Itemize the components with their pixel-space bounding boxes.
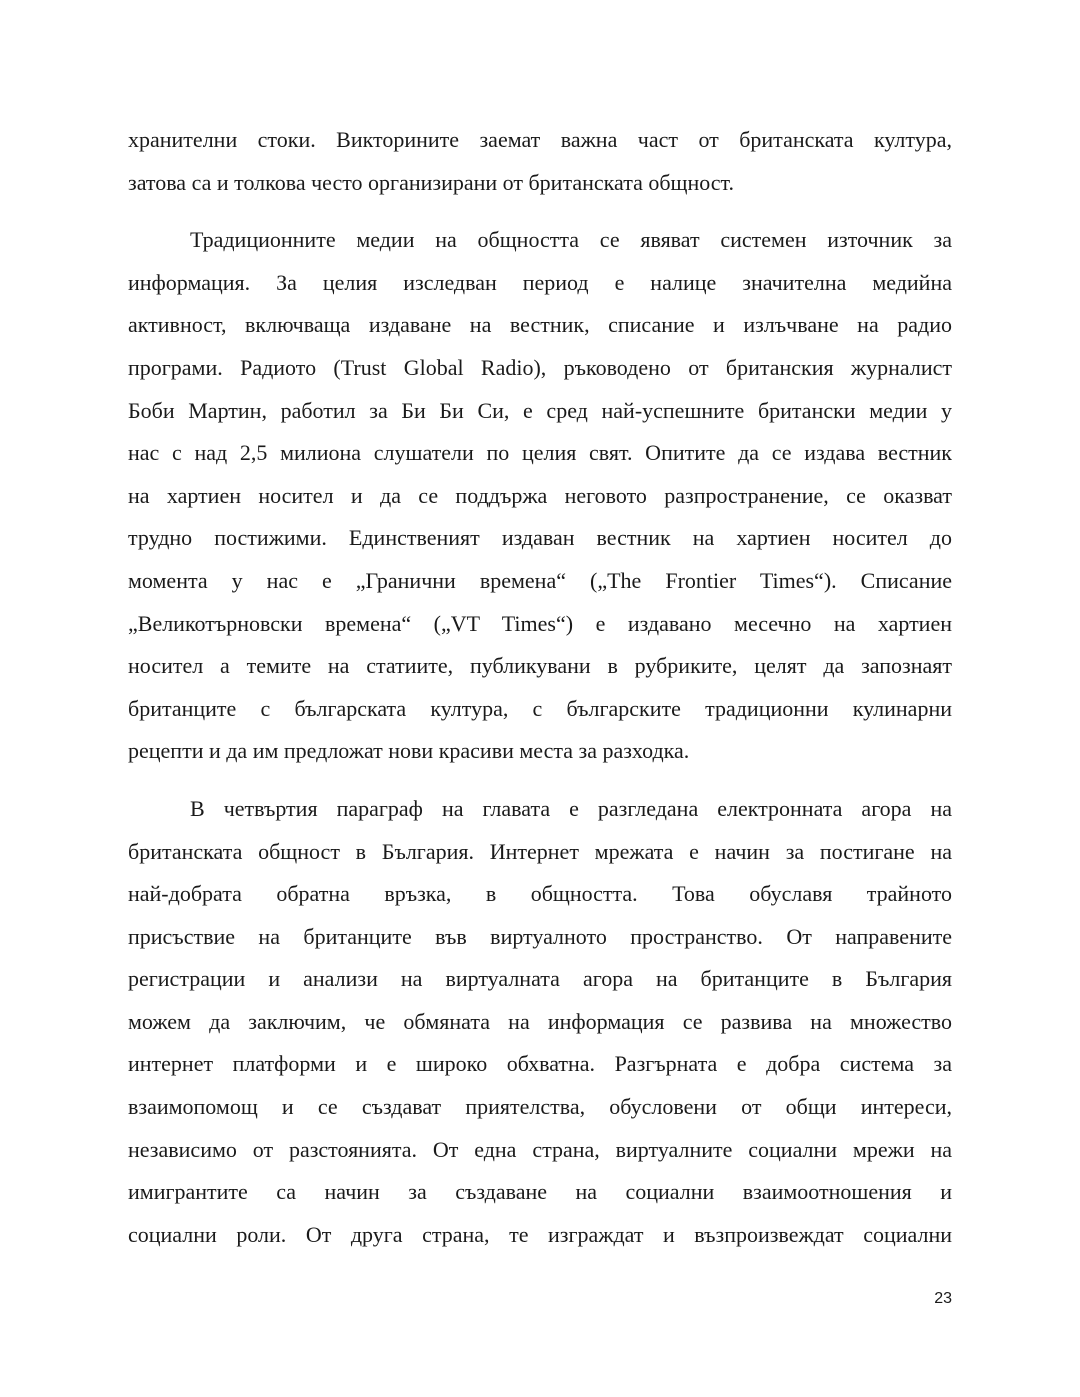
text-line: Традиционните медии на общността се явяват системен източник за [190,227,952,253]
text-line: нас с над 2,5 милиона слушатели по целия свят. Опитите да се издава вестник [128,440,952,466]
text-line: рецепти и да им предложат нови красиви места за разходка. [128,738,690,764]
text-line: „Великотърновски времена“ („VT Times“) е издавано месечно на хартиен [128,610,952,636]
text-line: трудно постижими. Единственият издаван вестник на хартиен носител до [128,525,952,551]
text-line: можем да заключим, че обмяната на информация се развива на множество [128,1008,952,1034]
body-text [128,119,952,1256]
text-line: момента у нас е „Гранични времена“ („The Frontier Times“). Списание [128,567,952,593]
text-line: Боби Мартин, работил за Би Би Си, е сред най-успешните британски медии у [128,397,952,423]
text-line: интернет платформи и е широко обхватна. Разгърната е добра система за [128,1051,952,1077]
paragraph-1 [128,119,952,204]
text-line: имигрантите са начин за създаване на социални взаимоотношения и [128,1179,952,1205]
text-line: затова са и толкова често организирани от британската общност. [128,169,735,195]
paragraph-3 [128,788,952,1257]
text-line: на хартиен носител и да се поддържа неговото разпространение, се оказват [128,482,952,508]
text-line: британската общност в България. Интернет мрежата е начин за постигане на [128,838,952,864]
text-line: взаимопомощ и се създават приятелства, обусловени от общи интереси, [128,1094,952,1120]
text-line: регистрации и анализи на виртуалната агора на британците в България [128,966,952,992]
text-line: най-добрата обратна връзка, в общността. Това обуславя трайното [128,881,952,907]
text-line: британците с българската култура, с българските традиционни кулинарни [128,695,952,721]
paragraph-spacer [128,773,952,788]
paragraph-spacer [128,204,952,219]
text-line: социални роли. От друга страна, те изграждат и възпроизвеждат социални [128,1221,952,1247]
text-line: независимо от разстоянията. От една страна, виртуалните социални мрежи на [128,1136,952,1162]
text-line: информация. За целия изследван период е налице значителна медийна [128,269,952,295]
text-line: програми. Радиото (Trust Global Radio), ръководено от британския журналист [128,354,952,380]
text-line: хранителни стоки. Викторините заемат важна част от британската култура, [128,127,952,152]
text-line: присъствие на британците във виртуалното пространство. От направените [128,923,952,949]
text-line: активност, включваща издаване на вестник, списание и излъчване на радио [128,312,952,338]
paragraph-2 [128,219,952,773]
text-line: В четвъртия параграф на главата е разгледана електронната агора на [190,795,952,821]
page-number: 23 [934,1290,952,1307]
text-line: носител а темите на статиите, публикувани в рубриките, целят да запознаят [128,653,952,679]
